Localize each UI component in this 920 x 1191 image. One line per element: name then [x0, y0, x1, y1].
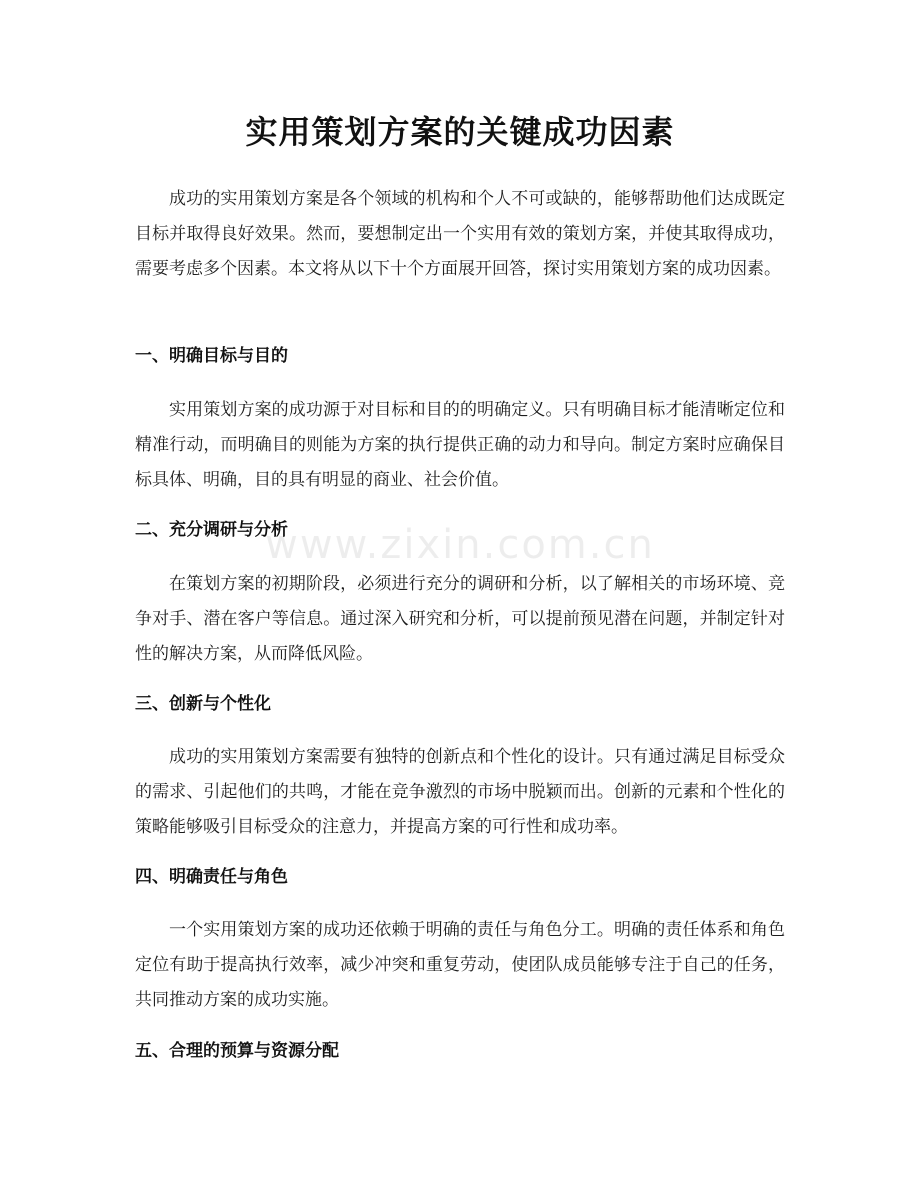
intro-paragraph: 成功的实用策划方案是各个领域的机构和个人不可或缺的，能够帮助他们达成既定目标并取得良好效果。然而，要想制定出一个实用有效的策划方案，并使其取得成功，需要考虑多个因素。本文将从以下十个方面展开回答，探讨实用策划方案的成功因素。 — [135, 189, 785, 279]
watermark: www.zixin.com.cn — [265, 522, 655, 568]
section-heading-4: 四、明确责任与角色 — [135, 867, 288, 887]
section-heading-1: 一、明确目标与目的 — [135, 346, 288, 366]
section-body-1: 实用策划方案的成功源于对目标和目的的明确定义。只有明确目标才能清晰定位和精准行动，而明确目的则能为方案的执行提供正确的动力和导向。制定方案时应确保目标具体、明确，目的具有明显的商业、社会价值。 — [135, 400, 785, 490]
section-body-2: 在策划方案的初期阶段，必须进行充分的调研和分析，以了解相关的市场环境、竞争对手、潜在客户等信息。通过深入研究和分析，可以提前预见潜在问题，并制定针对性的解决方案，从而降低风险。 — [135, 574, 785, 664]
section-heading-5: 五、合理的预算与资源分配 — [135, 1041, 339, 1061]
section-body-4: 一个实用策划方案的成功还依赖于明确的责任与角色分工。明确的责任体系和角色定位有助于提高执行效率，减少冲突和重复劳动，使团队成员能够专注于自己的任务，共同推动方案的成功实施。 — [135, 920, 785, 1010]
page-title: 实用策划方案的关键成功因素 — [245, 113, 675, 151]
section-heading-3: 三、创新与个性化 — [135, 694, 271, 714]
section-body-3: 成功的实用策划方案需要有独特的创新点和个性化的设计。只有通过满足目标受众的需求、引起他们的共鸣，才能在竞争激烈的市场中脱颖而出。创新的元素和个性化的策略能够吸引目标受众的注意力，并提高方案的可行性和成功率。 — [135, 747, 785, 837]
section-heading-2: 二、充分调研与分析 — [135, 520, 288, 540]
